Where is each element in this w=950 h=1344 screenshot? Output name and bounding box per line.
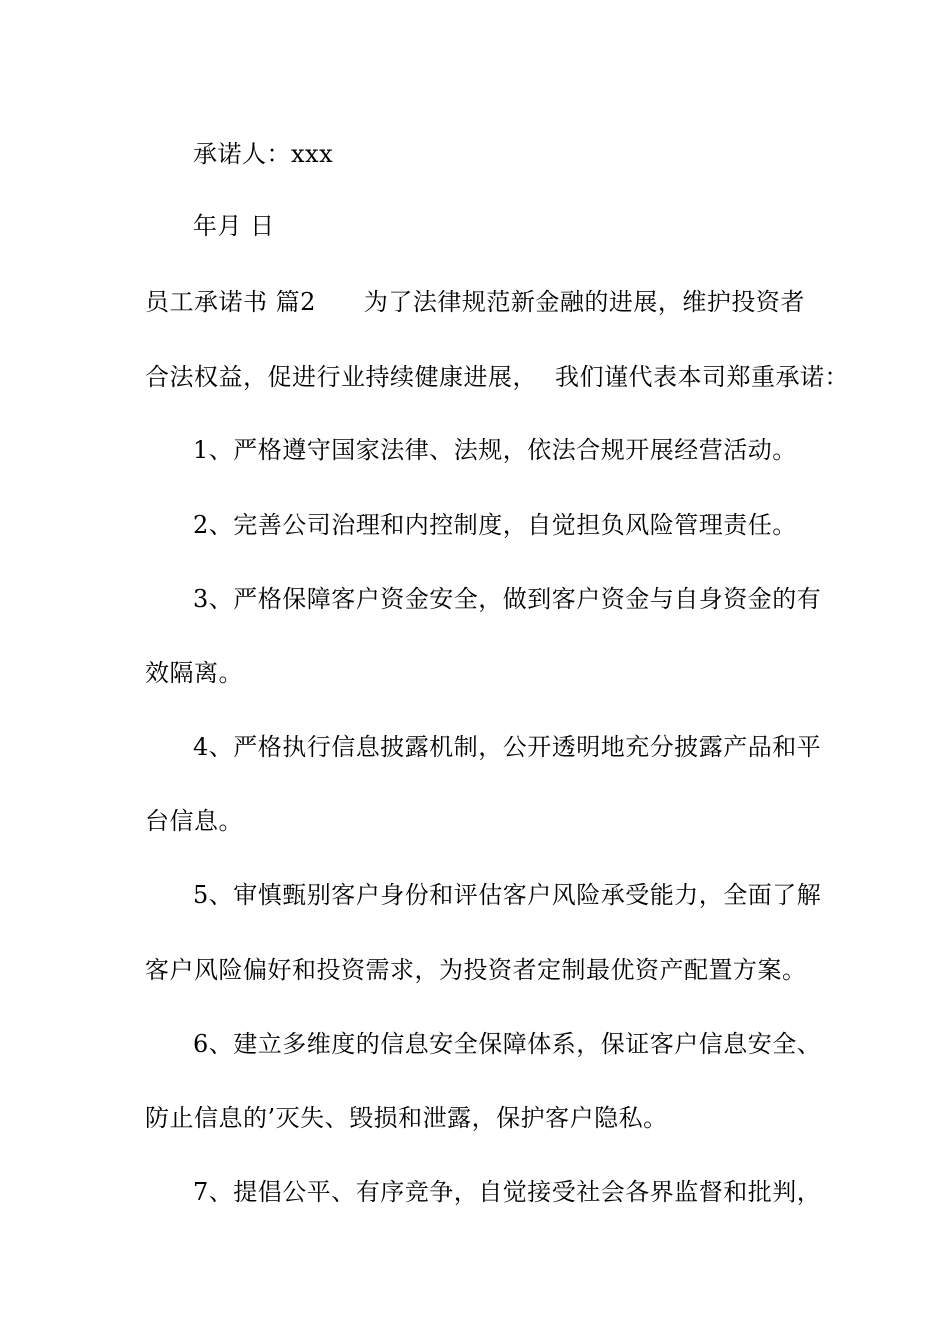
date-line: 年月 日 — [193, 212, 275, 240]
item-2-line1: 2、完善公司治理和内控制度，自觉担负风险管理责任。 — [193, 511, 797, 539]
item-7-line1: 7、提倡公平、有序竞争，自觉接受社会各界监督和批判， — [193, 1178, 822, 1206]
item-5-line1: 5、审慎甄别客户身份和评估客户风险承受能力，全面了解 — [193, 881, 822, 909]
item-4-line2: 台信息。 — [145, 807, 243, 835]
item-6-line1: 6、建立多维度的信息安全保障体系，保证客户信息安全、 — [193, 1030, 822, 1058]
section-title: 员工承诺书 篇2 — [145, 288, 316, 316]
intro-text-line2a: 合法权益，促进行业持续健康进展， — [145, 363, 537, 391]
item-1-line1: 1、严格遵守国家法律、法规，依法合规开展经营活动。 — [193, 436, 797, 464]
signer-line: 承诺人：xxx — [193, 140, 334, 168]
section-heading-line — [145, 287, 820, 317]
item-4-line1: 4、严格执行信息披露机制，公开透明地充分披露产品和平 — [193, 733, 822, 761]
item-3-line1: 3、严格保障客户资金安全，做到客户资金与自身资金的有 — [193, 585, 822, 613]
item-5-line2: 客户风险偏好和投资需求，为投资者定制最优资产配置方案。 — [145, 956, 807, 984]
intro-text-line2b: 我们谨代表本司郑重承诺： — [555, 363, 849, 391]
intro-text-line1: 为了法律规范新金融的进展，维护投资者 — [363, 288, 805, 316]
item-6-line2: 防止信息的’灭失、毁损和泄露，保护客户隐私。 — [145, 1104, 668, 1132]
item-3-line2: 效隔离。 — [145, 659, 243, 687]
intro-line2 — [145, 362, 849, 392]
